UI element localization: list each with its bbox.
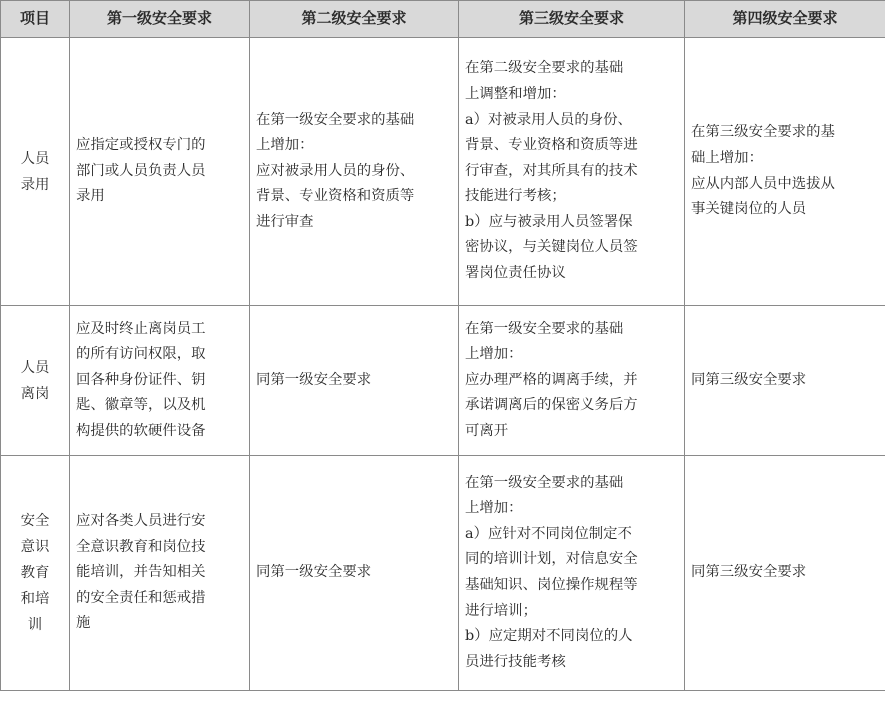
- cell-line: 录用: [76, 188, 105, 205]
- cell-line: 应及时终止离岗员工: [76, 320, 206, 337]
- header-row: [1, 1, 885, 38]
- cell-line: 上增加：: [465, 500, 523, 517]
- cell-line: 在第二级安全要求的基础: [465, 60, 624, 77]
- row-item-line: 人员: [20, 150, 50, 167]
- cell-line: 同第三级安全要求: [691, 371, 807, 388]
- level-1-cell: [70, 306, 250, 456]
- table-row: [1, 38, 885, 306]
- cell-line: b）应与被录用人员签署保: [465, 213, 633, 230]
- cell-line: 在第一级安全要求的基础: [465, 320, 624, 337]
- cell-line: 全意识教育和岗位技: [76, 538, 206, 555]
- cell-line: 部门或人员负责人员: [76, 162, 206, 179]
- cell-line: 应从内部人员中选拔从: [691, 175, 835, 192]
- cell-line: 行审查，对其所具有的技术: [465, 162, 638, 179]
- cell-line: 上调整和增加：: [465, 85, 566, 102]
- cell-line: 础上增加：: [691, 149, 763, 166]
- level-2-cell: [250, 38, 459, 306]
- cell-line: 应指定或授权专门的: [76, 137, 206, 154]
- header-level-2: 第二级安全要求: [250, 1, 459, 38]
- cell-line: 在第三级安全要求的基: [691, 124, 835, 141]
- cell-line: 应对被录用人员的身份、: [256, 162, 415, 179]
- header-level-1: 第一级安全要求: [70, 1, 250, 38]
- level-3-cell: [459, 306, 685, 456]
- row-item-line: 和培: [20, 591, 50, 607]
- cell-line: 构提供的软硬件设备: [76, 422, 206, 439]
- cell-line: 应办理严格的调离手续，并: [465, 371, 638, 388]
- header-level-3: 第三级安全要求: [459, 1, 685, 38]
- cell-line: 承诺调离后的保密义务后方: [465, 397, 638, 414]
- header-level-4: 第四级安全要求: [685, 1, 885, 38]
- cell-line: 应对各类人员进行安: [76, 513, 206, 530]
- level-2-cell: [250, 306, 459, 456]
- row-item-line: 离岗: [20, 385, 50, 402]
- cell-line: 匙、徽章等，以及机: [76, 397, 206, 414]
- cell-line: 背景、专业资格和资质等: [256, 188, 415, 205]
- cell-line: 背景、专业资格和资质等进: [465, 137, 638, 154]
- cell-line: 密协议，与关键岗位人员签: [465, 239, 638, 256]
- cell-line: 施: [76, 615, 91, 632]
- cell-line: 同的培训计划，对信息安全: [465, 551, 638, 568]
- cell-line: 的安全责任和惩戒措: [76, 589, 206, 606]
- cell-line: 署岗位责任协议: [465, 265, 566, 282]
- level-1-cell: [70, 456, 250, 691]
- cell-line: 能培训，并告知相关: [76, 564, 206, 581]
- row-item-line: 录用: [20, 176, 50, 193]
- cell-line: 进行培训；: [465, 602, 537, 619]
- row-item-cell: [1, 456, 70, 691]
- level-4-cell: [685, 38, 885, 306]
- cell-line: 在第一级安全要求的基础: [256, 111, 415, 128]
- level-3-cell: [459, 456, 685, 691]
- cell-line: 技能进行考核；: [465, 188, 566, 205]
- cell-line: 上增加：: [465, 346, 523, 363]
- row-item-line: 意识: [20, 539, 50, 555]
- cell-line: 可离开: [465, 422, 509, 439]
- cell-line: 同第三级安全要求: [691, 564, 807, 581]
- row-item-line: 训: [27, 617, 43, 633]
- cell-line: 事关键岗位的人员: [691, 201, 807, 218]
- cell-line: 同第一级安全要求: [256, 371, 372, 388]
- cell-line: 同第一级安全要求: [256, 564, 372, 581]
- cell-line: 进行审查: [256, 213, 314, 230]
- cell-line: 的所有访问权限，取: [76, 346, 206, 363]
- row-item-line: 人员: [20, 359, 50, 376]
- row-item-cell: [1, 38, 70, 306]
- level-1-cell: [70, 38, 250, 306]
- row-item-cell: [1, 306, 70, 456]
- level-4-cell: [685, 306, 885, 456]
- cell-line: 基础知识、岗位操作规程等: [465, 577, 638, 593]
- level-4-cell: [685, 456, 885, 691]
- cell-line: a）对被录用人员的身份、: [465, 111, 632, 128]
- header-item: 项目: [1, 1, 70, 38]
- row-item-line: 安全: [20, 513, 50, 529]
- level-3-cell: [459, 38, 685, 306]
- table-row: [1, 456, 885, 691]
- cell-line: 员进行技能考核: [465, 653, 566, 670]
- row-item-line: 教育: [20, 565, 50, 581]
- cell-line: 上增加：: [256, 137, 314, 154]
- level-2-cell: [250, 456, 459, 691]
- cell-line: b）应定期对不同岗位的人: [465, 628, 633, 645]
- cell-line: a）应针对不同岗位制定不: [465, 525, 632, 542]
- cell-line: 回各种身份证件、钥: [76, 371, 206, 388]
- cell-line: 在第一级安全要求的基础: [465, 474, 624, 491]
- table-row: [1, 306, 885, 456]
